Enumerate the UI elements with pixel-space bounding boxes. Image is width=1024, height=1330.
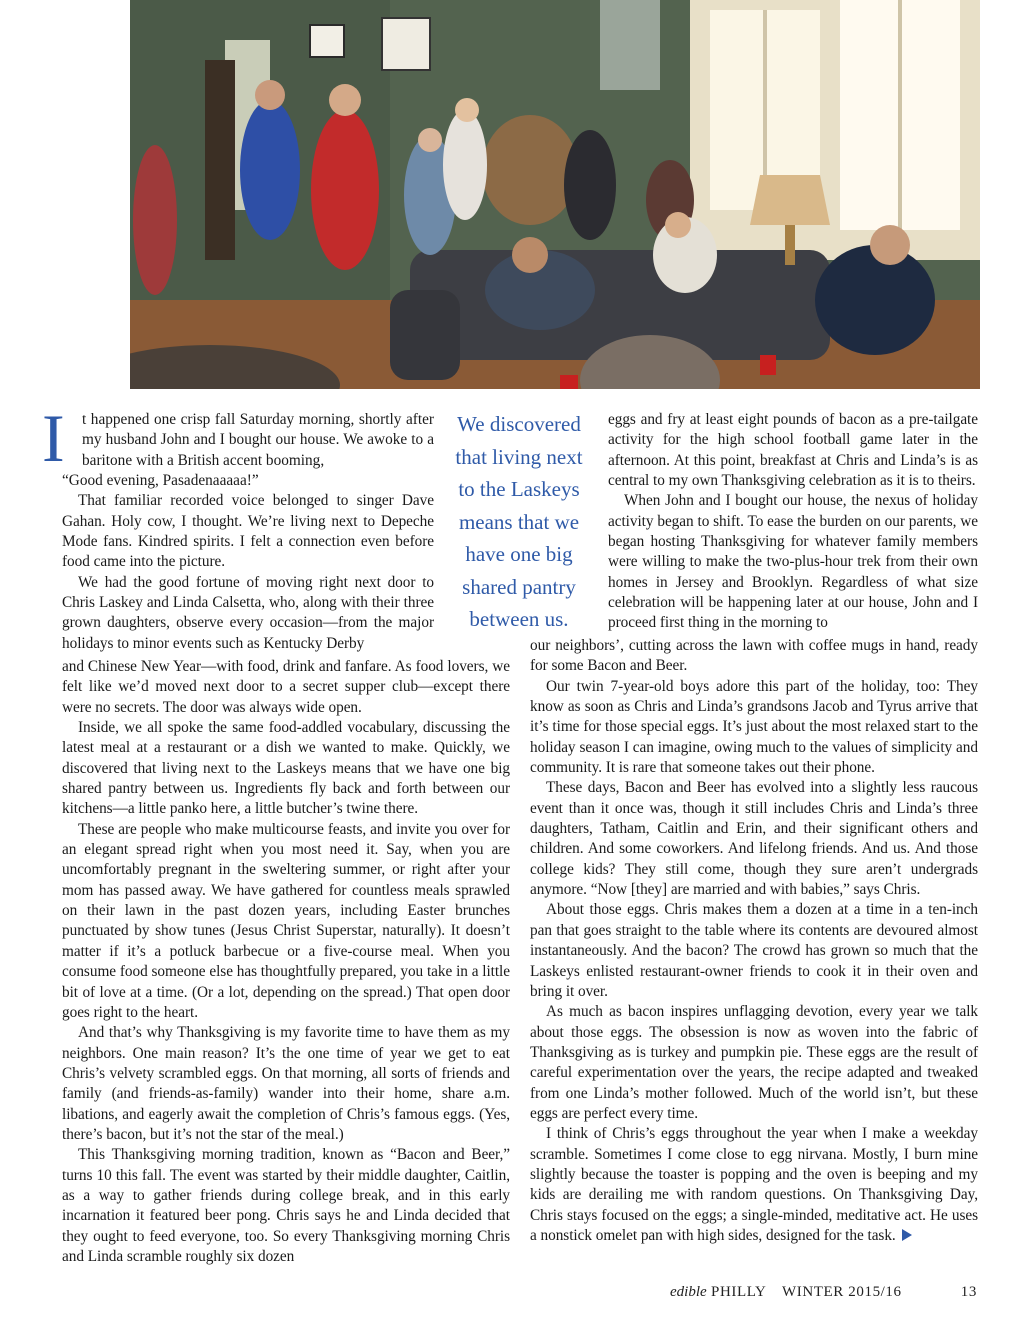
lead-text-continued: “Good evening, Pasadenaaaaa!” — [62, 472, 259, 490]
paragraph-4: Inside, we all spoke the same food-addled vocabulary, discussing the latest meal at a restaurant or a dish we wanted to make. Quickly, we discovered that living next to the Laskeys means that we have one big shared pantry between us. Ingredients fly back and forth between our kitchens—a little panko here, a little butcher’s twine there. — [62, 719, 510, 818]
right-paragraph-4: These days, Bacon and Beer has evolved into a slightly less raucous event than it once was, though it still includes Chris and Linda’s three daughters, Tatham, Caitlin and Erin, and their significant others and children. And some coworkers. And lifelong friends. And us. And those college kids? They still come, though they sure aren’t undergrads anymore. “Now [they] are married and with babies,” says Chris. — [530, 779, 978, 899]
paragraph-7: This Thanksgiving morning tradition, known as “Bacon and Beer,” turns 10 this fall. The event was started by their middle daughter, Caitlin, as a way to gather friends during college break, and in this early incarnation it featured beer pong. Chris says he and Linda decided that they ought to feed everyone, too. So every Thanksgiving morning Chris and Linda scramble roughly six dozen — [62, 1146, 510, 1265]
right-paragraph-7 — [530, 1124, 978, 1246]
right-paragraph-2b: our neighbors’, cutting across the lawn with coffee mugs in hand, ready for some Bacon and Beer. — [530, 637, 978, 675]
page-footer — [670, 1284, 980, 1301]
paragraph-5: These are people who make multicourse feasts, and invite you over for an elegant spread right when you most need it. Say, when you are uncomfortably pregnant in the sweltering summer, or right after your mom has passed away. We have gathered for countless meals sprawled on their lawn in the past dozen years, including Easter brunches punctuated by show tunes (Jesus Christ Superstar, naturally). It doesn’t matter if it’s a potluck barbecue or a five-course meal. When you consume food someone else has thoughtfully prepared, you take in a little bit of love at a time. (Or a lot, depending on the spread.) That open door goes right to the heart. — [62, 820, 510, 1021]
page-number: 13 — [960, 1284, 977, 1300]
right-paragraph-1: eggs and fry at least eight pounds of bacon as a pre-tailgate activity for the high school football game later in the afternoon. At this point, breakfast at Chris and Linda’s is as central to my own Thanksgiving celebration as it is to theirs. — [608, 411, 978, 490]
pull-quote: We discovered that living next to the Laskeys means that we have one big shared pantry between us. — [455, 412, 583, 631]
triangle-right-icon — [902, 1229, 912, 1241]
paragraph-2: That familiar recorded voice belonged to singer Dave Gahan. Holy cow, I thought. We’re living next to Depeche Mode fans. Kindred spirits. I felt a connection even before food came into the picture. — [62, 492, 434, 571]
issue-season: WINTER 2015/16 — [782, 1284, 902, 1300]
left-column-lower — [62, 657, 510, 1267]
paragraph-3b: and Chinese New Year—with food, drink and fanfare. As food lovers, we felt like we’d moved next door to a secret supper club—except there were no secrets. The door was always wide open. — [62, 658, 510, 716]
right-column-lower — [530, 636, 978, 1246]
paragraph-3a: We had the good fortune of moving right next door to Chris Laskey and Linda Calsetta, who, along with their three grown daughters, observe every occasion—from the major holidays to minor events such as Kentucky Derby — [62, 573, 434, 652]
right-paragraph-5: About those eggs. Chris makes them a dozen at a time in a ten-inch pan that goes straight to the table where its contents are devoured almost instantaneously. And the bacon? The crowd has grown so much that the Laskeys enlisted restaurant-owner friends to cook it in their oven and bring it over. — [530, 901, 978, 1000]
lead-paragraph-block — [42, 400, 434, 654]
drop-cap: I — [42, 400, 65, 476]
brand-philly: PHILLY — [711, 1284, 767, 1300]
right-paragraph-6: As much as bacon inspires unflagging devotion, every year we talk about those eggs. The obsession is now as woven into the fabric of Thanksgiving as is turkey and pumpkin pie. These eggs are the result of careful experimentation over the years, the recipe adapted and tweaked from one Linda’s mother followed. Much of the world isn’t, but these eggs are perfect every time. — [530, 1003, 978, 1122]
right-paragraph-3: Our twin 7-year-old boys adore this part of the holiday, too: They know as soon as Chris and Linda’s grandsons Jacob and Tyrus arrive that it’s time for those special eggs. It’s just about the most relaxed start to the holiday season I can imagine, owing much to the values of simplicity and community. It is rare that someone takes out their phone. — [530, 677, 978, 777]
right-column-upper — [608, 410, 978, 634]
lead-text: t happened one crisp fall Saturday morning, shortly after my husband John and I bought our house. We awoke to a baritone with a British accent booming, — [82, 411, 434, 469]
paragraph-6: And that’s why Thanksgiving is my favorite time to have them as my neighbors. One main reason? It’s the one time of year we get to eat Chris’s velvety scrambled eggs. On that morning, all sorts of friends and family (and friends-as-family) wander into their home, share a.m. libations, and eagerly await the completion of Chris’s famous eggs. (Yes, there’s bacon, but it’s not the star of the meal.) — [62, 1024, 510, 1143]
lead-paragraph — [42, 400, 434, 476]
party-photo — [130, 0, 980, 389]
brand-edible: edible — [670, 1284, 707, 1300]
right-paragraph-7-text: I think of Chris’s eggs throughout the year when I make a weekday scramble. Sometimes I come close to egg nirvana. Mostly, I burn mine slightly because the toaster is popping and the oven is beeping and my kids are derailing me with random questions. On Thanksgiving Day, Chris stays focused on the eggs; a single-minded, meditative act. He uses a nonstick omelet pan with high sides, designed for the task. — [530, 1125, 978, 1244]
right-paragraph-2a: When John and I bought our house, the nexus of holiday activity began to shift. To ease the burden on our parents, we began hosting Thanksgiving for whatever family members were willing to make the two-plus-hour trek from their own homes in Jersey and Brooklyn. Regardless of what size celebration will be happening later at our house, John and I proceed first thing in the morning to — [608, 492, 978, 632]
